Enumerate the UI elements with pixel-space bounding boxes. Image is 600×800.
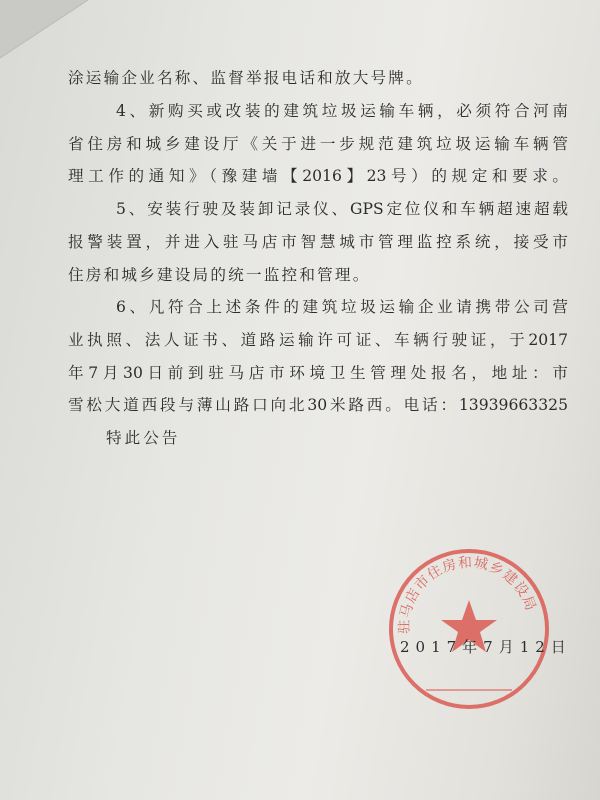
closing-text: 特此公告	[106, 429, 181, 447]
notice-line: 住房和城乡建设局的统一监控和管理。	[68, 266, 371, 284]
notice-line: 4、新购买或改装的建筑垃圾运输车辆，必须符合河南	[116, 102, 568, 120]
svg-text:驻马店市住房和城乡建设局: 驻马店市住房和城乡建设局	[396, 554, 539, 634]
notice-line: 省住房和城乡建设厅《关于进一步规范建筑垃圾运输车辆管	[68, 135, 568, 153]
notice-line: 年7月30日前到驻马店市环境卫生管理处报名，地址：市	[68, 364, 568, 382]
notice-line: 5、安装行驶及装卸记录仪、GPS定位仪和车辆超速超载	[116, 200, 568, 218]
notice-line: 6、凡符合上述条件的建筑垃圾运输企业请携带公司营	[116, 298, 568, 316]
notice-line: 雪松大道西段与薄山路口向北30米路西。电话：13939663325	[68, 396, 568, 414]
official-seal	[380, 540, 558, 718]
issue-date: 2017年7月12日	[400, 638, 572, 656]
notice-line: 报警装置，并进入驻马店市智慧城市管理监控系统，接受市	[68, 233, 568, 251]
notice-line: 理工作的通知》（豫建墙【2016】23号）的规定和要求。	[68, 167, 568, 185]
notice-line: 业执照、法人证书、道路运输许可证、车辆行驶证，于2017	[68, 331, 568, 349]
notice-line: 涂运输企业名称、监督举报电话和放大号牌。	[68, 69, 424, 87]
